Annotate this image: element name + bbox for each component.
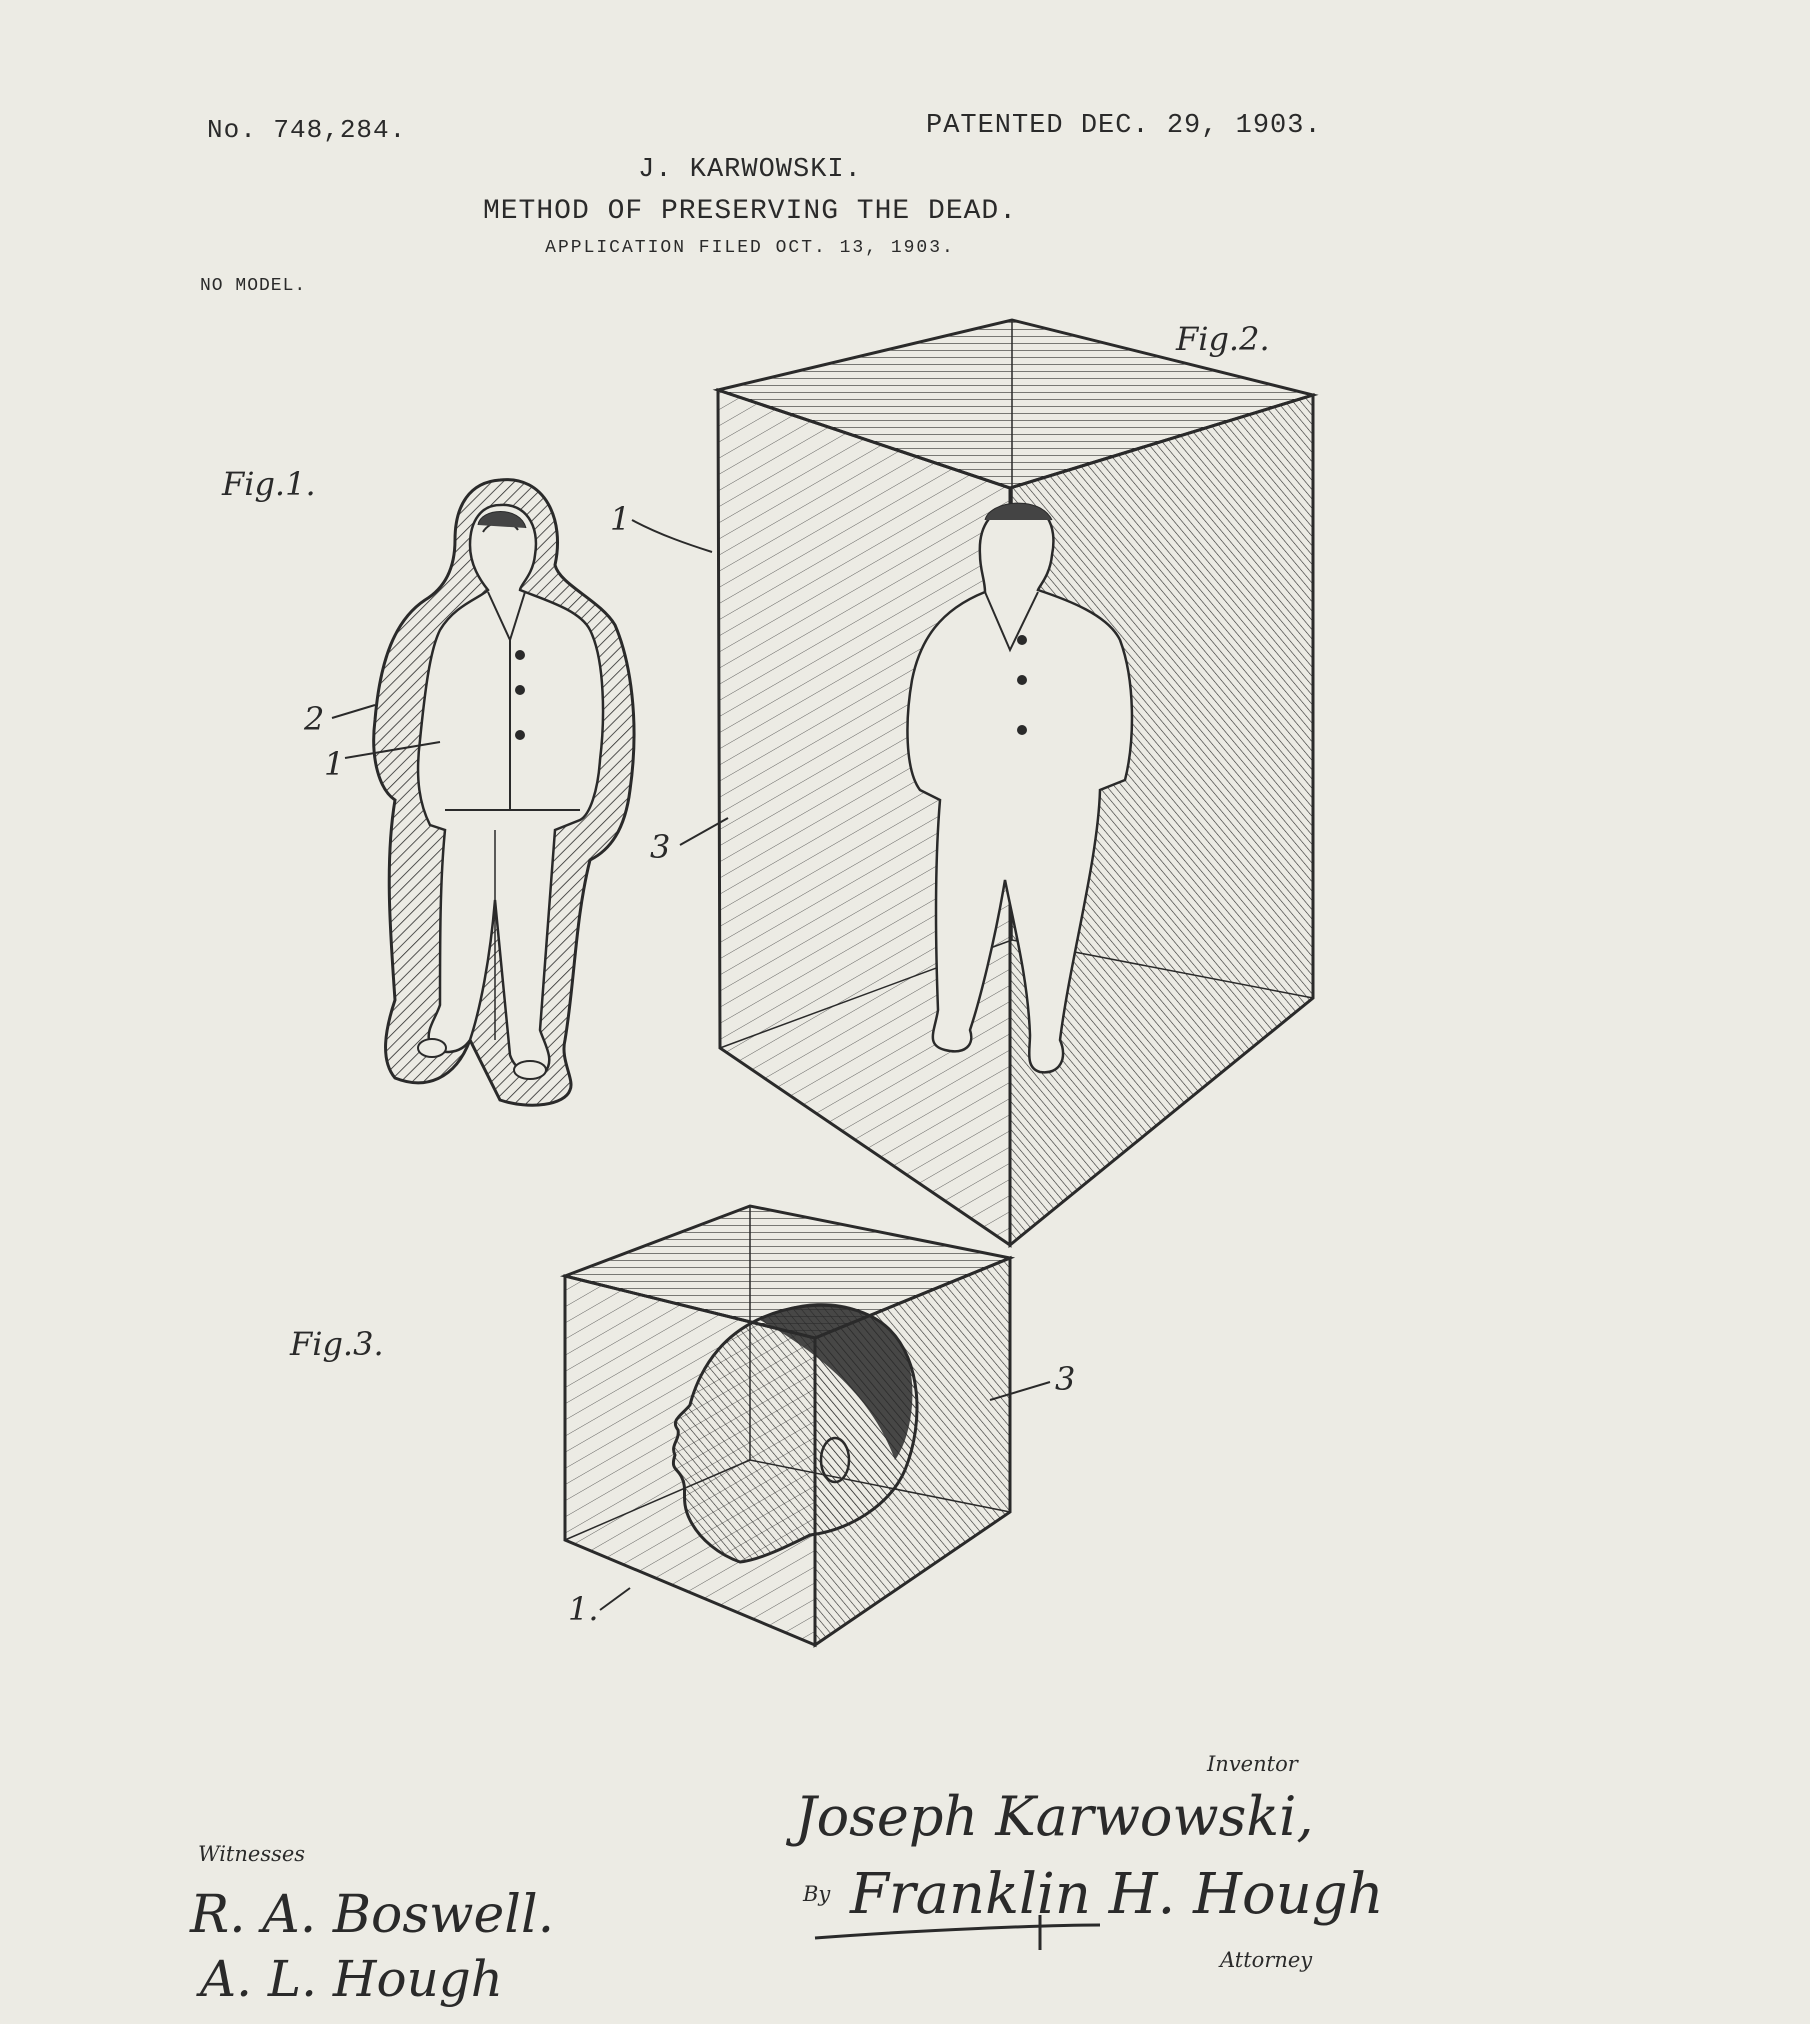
witness-1-signature: R. A. Boswell. xyxy=(190,1885,555,1945)
attorney-label: Attorney xyxy=(1220,1948,1313,1972)
fig1-ref-1: 1 xyxy=(324,745,345,783)
inventor-line: J. KARWOWSKI. xyxy=(638,155,862,185)
fig2-ref-1: 1 xyxy=(610,500,631,538)
patented-date: PATENTED DEC. 29, 1903. xyxy=(926,111,1322,141)
fig2-drawing xyxy=(632,320,1313,1245)
patent-number: No. 748,284. xyxy=(207,115,407,145)
fig1-label: Fig.1. xyxy=(222,465,316,503)
fig1-drawing xyxy=(332,480,634,1106)
fig1-ref-2: 2 xyxy=(304,700,325,738)
by-label: By xyxy=(803,1882,831,1906)
fig3-ref-1: 1. xyxy=(568,1590,599,1628)
fig2-label: Fig.2. xyxy=(1176,320,1270,358)
fig3-ref-3: 3 xyxy=(1055,1360,1076,1398)
fig2-ref-3: 3 xyxy=(650,828,671,866)
witnesses-label: Witnesses xyxy=(198,1842,306,1866)
inventor-signature: Joseph Karwowski, xyxy=(795,1785,1314,1848)
attorney-signature: Franklin H. Hough xyxy=(850,1862,1384,1927)
fig3-label: Fig.3. xyxy=(290,1325,384,1363)
witness-2-signature: A. L. Hough xyxy=(200,1950,504,2008)
patent-title: METHOD OF PRESERVING THE DEAD. xyxy=(482,196,1018,227)
application-filed: APPLICATION FILED OCT. 13, 1903. xyxy=(545,238,955,258)
model-note: NO MODEL. xyxy=(200,276,307,296)
inventor-label: Inventor xyxy=(1207,1752,1298,1776)
fig3-drawing xyxy=(565,1206,1050,1645)
